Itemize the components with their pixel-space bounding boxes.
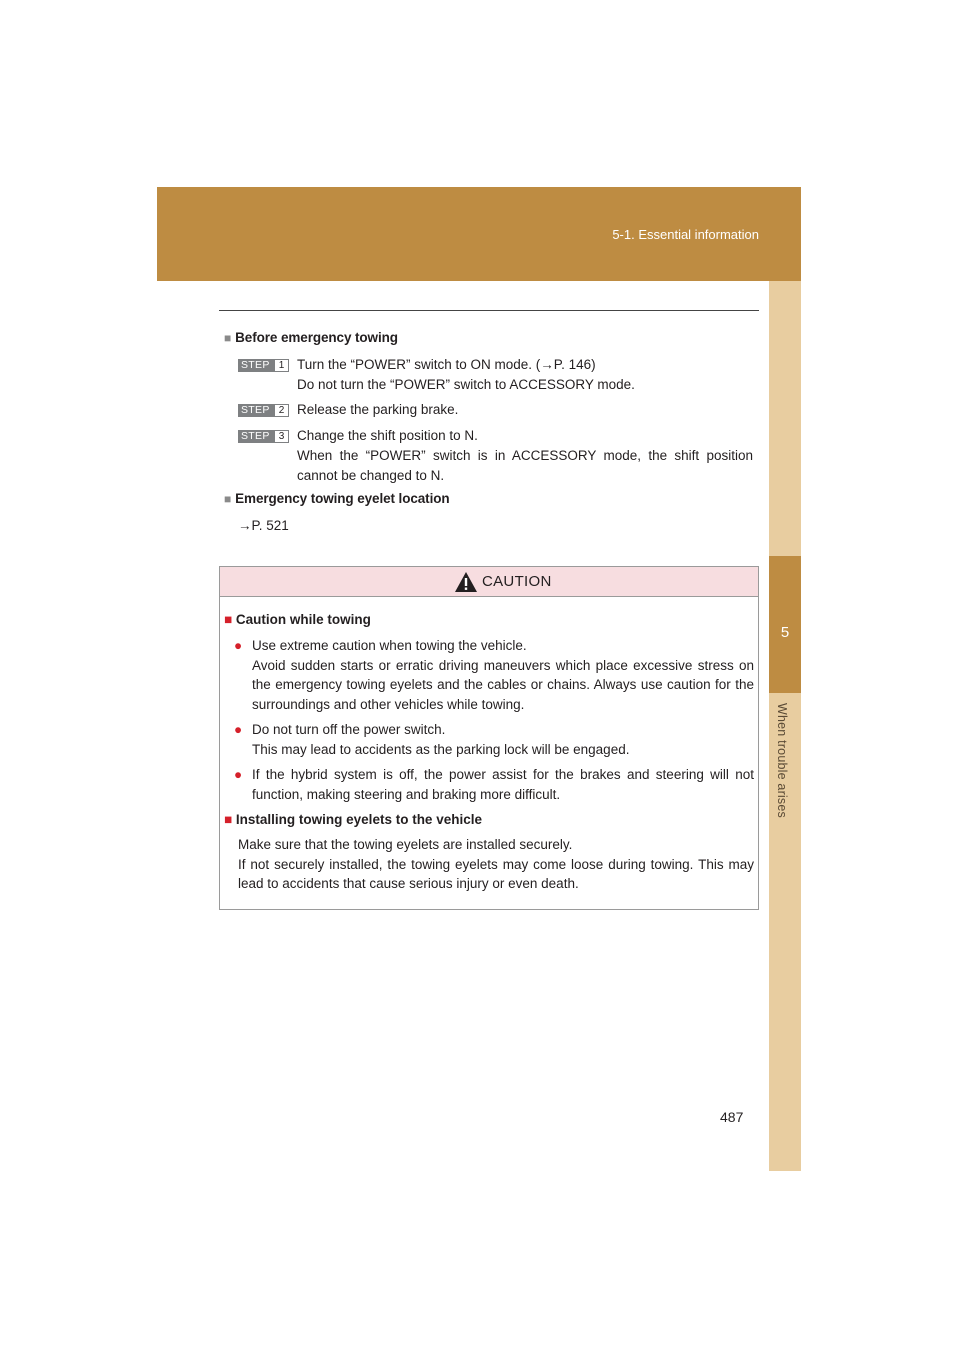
step-3-text: Change the shift position to N. [297,428,478,443]
step-3-note: When the “POWER” switch is in ACCESSORY mode, the shift position cannot be changed to N. [297,448,753,483]
square-bullet-icon: ■ [224,812,233,827]
chapter-title: When trouble arises [775,703,789,818]
caution-towing-heading: ■ Caution while towing [224,612,371,627]
caution-header [220,567,758,597]
caution-eyelets-body-2: If not securely installed, the towing eyelets may come loose during towing. This may lead to accidents that cause serious injury or even death. [238,856,754,891]
step-2-text: Release the parking brake. [297,402,459,417]
step-1-note: Do not turn the “POWER” switch to ACCESSORY mode. [297,377,635,392]
top-divider [219,310,759,311]
before-towing-heading: ■ Before emergency towing [224,330,398,345]
warning-triangle-icon [454,571,478,593]
caution-bullet-1-rest: Avoid sudden starts or erratic driving maneuvers which place excessive stress on the emergency towing eyelets and the cables or chains. Always use caution for the surroundings and other vehicles while towing. [252,657,754,712]
step-badge-3: STEP 3 [238,430,289,443]
step-1-text: Turn the “POWER” switch to ON mode. (→P. 146) [297,357,596,372]
step-badge-2: STEP 2 [238,404,289,417]
square-bullet-icon: ■ [224,331,232,345]
caution-label: CAUTION [482,573,552,590]
caution-box [219,566,759,910]
square-bullet-icon: ■ [224,612,233,627]
square-bullet-icon: ■ [224,492,232,506]
chapter-box [769,556,801,693]
chapter-side-tab [769,281,801,1171]
eyelet-location-ref[interactable]: →P. 521 [238,518,289,533]
bullet-dot-icon: ● [234,638,243,653]
caution-bullet-2-first: Do not turn off the power switch. [252,722,446,737]
eyelet-location-heading: ■ Emergency towing eyelet location [224,491,450,506]
header-band [157,187,801,281]
caution-bullet-1-first: Use extreme caution when towing the vehicle. [252,638,527,653]
section-title: 5-1. Essential information [612,227,759,242]
page-number: 487 [720,1109,744,1125]
caution-bullet-3: If the hybrid system is off, the power assist for the brakes and steering will not function, making steering and braking more difficult. [252,767,754,802]
caution-eyelets-body-1: Make sure that the towing eyelets are installed securely. [238,837,573,852]
caution-eyelets-heading: ■ Installing towing eyelets to the vehicle [224,812,482,827]
bullet-dot-icon: ● [234,767,243,782]
caution-bullet-2-rest: This may lead to accidents as the parking lock will be engaged. [252,741,630,757]
bullet-dot-icon: ● [234,722,243,737]
step-badge-1: STEP 1 [238,359,289,372]
chapter-number: 5 [780,624,790,641]
